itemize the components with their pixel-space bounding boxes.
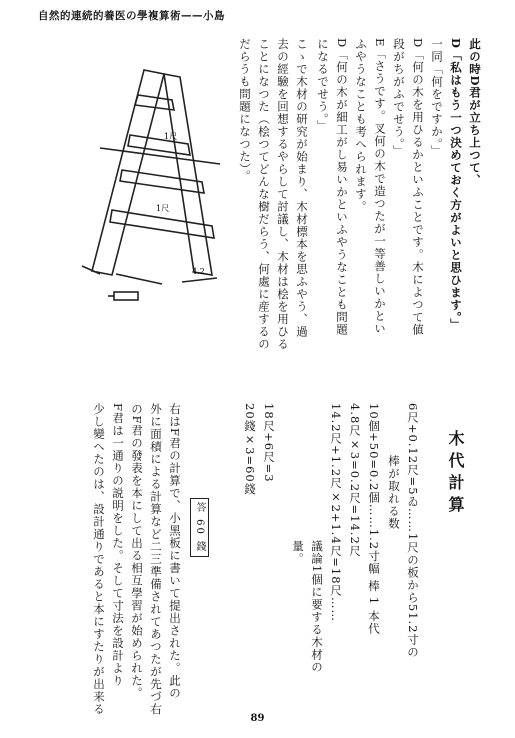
text-column: ことになつた（桧つてどんな樹だらう、何處に産するの (257, 38, 271, 351)
calc-line: 10個+50=0.2個……1.2寸幅 棒 1 本代 (367, 403, 381, 635)
calc-line: 18尺+6尺=3 (262, 403, 276, 483)
text-column: F君は一通りの説明をした。そして寸法を設計より (111, 403, 125, 687)
text-column: 去の經驗を回想するやらして討議し、木材は桧を用ひる (276, 38, 290, 351)
section-heading: 木代計算 (446, 430, 465, 518)
calc-line: 14.2尺+1.2尺×2+1.4尺=18尺…… (329, 403, 343, 623)
answer-box: 答 60 錢 (190, 498, 209, 557)
text-column: こゝで木材の研究が始まり、木材標本を思ふやう、過 (295, 38, 309, 338)
text-column: 外に面積による計算など二三準備されてあつたが先づ右 (149, 403, 163, 716)
text-column: 段がちがふでせう。」 (392, 38, 406, 158)
text-column: ふやうなことも考へられます。 (354, 38, 368, 213)
wooden-stand-figure (52, 60, 242, 360)
text-column: になるでせう。」 (316, 38, 330, 133)
calc-line: 棒が取れる数 (387, 455, 401, 530)
text-column: 此の時D君が立ち上つて、 (468, 38, 482, 187)
text-column: 少し變へたのは、設計通りであると本にすたりが出来る (92, 403, 106, 716)
calc-line: 議論1個に要する木材の (310, 540, 324, 674)
calc-line: 量。 (291, 540, 305, 565)
text-column: だらうも問題になつた）。 (238, 38, 252, 183)
calc-line: 6尺+0.12尺=5ゐ……1尺の板から51.2寸の (406, 403, 420, 659)
text-column: E「さうです。叉何の木で造つたが一等善しいかとい (373, 38, 387, 335)
text-column: D「私はもう一つ決めておく方がよいと思ひます。」 (449, 38, 463, 331)
text-column: D「何の木を用ひるかといふことです。木によつて値 (411, 38, 425, 336)
running-header: 自然的連続的養医の學複算術——小島 (38, 10, 225, 22)
dimension-label-a: 1尺 (164, 132, 178, 141)
dimension-label-b: 1尺 (156, 204, 170, 213)
width-label: 4.2 (192, 267, 205, 276)
text-column: のF君の發表を本にして出る相互學習が始められた。 (130, 403, 144, 700)
calc-line: 20錢×3=60錢 (243, 403, 257, 496)
text-column: 右はF君の計算で、小黑板に書いて提出された。此の (168, 403, 182, 700)
text-column: 一同「何をですか。」 (430, 38, 444, 158)
text-column: D「何の木が細工がし易いかといふやうなことも問題 (335, 38, 349, 336)
calc-line: 4.8尺×3=0.2尺=14.2尺 (348, 403, 362, 558)
page-number: 89 (250, 713, 265, 724)
